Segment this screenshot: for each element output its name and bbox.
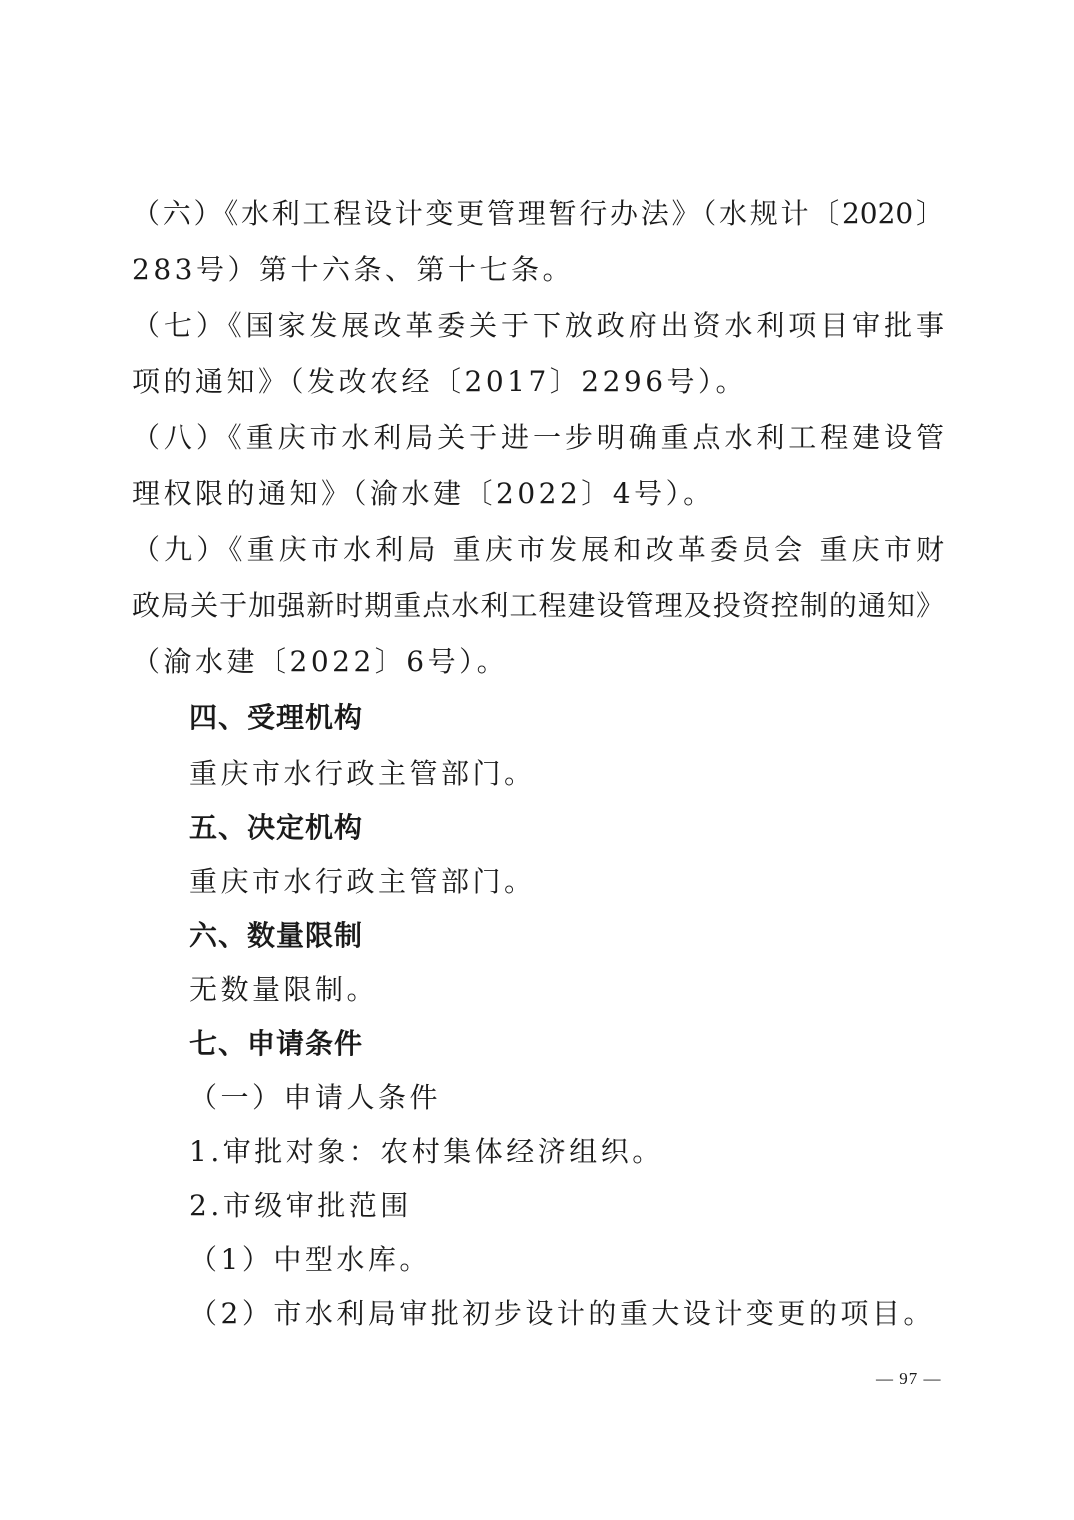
- approval-target-text: 1.审批对象：农村集体经济组织。: [189, 1135, 664, 1168]
- reference-item-9-line-3: （渝水建〔2022〕6号）。: [132, 645, 509, 678]
- reference-item-9-line-2: 政局关于加强新时期重点水利工程建设管理及投资控制的通知》: [132, 589, 944, 622]
- section-heading-accepting-agency: 四、受理机构: [189, 701, 364, 734]
- page-number: — 97 —: [876, 1369, 942, 1388]
- scope-item-1: （1）中型水库。: [189, 1243, 431, 1276]
- reference-item-9-line-1: （九）《重庆市水利局 重庆市发展和改革委员会 重庆市财: [132, 533, 944, 566]
- section-heading-application-conditions: 七、申请条件: [189, 1027, 364, 1060]
- reference-item-8-line-2: 理权限的通知》（渝水建〔2022〕4号）。: [132, 477, 715, 510]
- scope-item-2: （2）市水利局审批初步设计的重大设计变更的项目。: [189, 1297, 935, 1330]
- reference-item-6-line-2: 283号）第十六条、第十七条。: [132, 253, 574, 286]
- applicant-conditions-subheading: （一）申请人条件: [189, 1081, 442, 1114]
- deciding-agency-text: 重庆市水行政主管部门。: [189, 865, 536, 898]
- section-heading-quantity-limit: 六、数量限制: [189, 919, 364, 952]
- accepting-agency-text: 重庆市水行政主管部门。: [189, 757, 536, 790]
- quantity-limit-text: 无数量限制。: [189, 973, 379, 1006]
- reference-item-7-line-1: （七）《国家发展改革委关于下放政府出资水利项目审批事: [132, 309, 944, 342]
- municipal-approval-scope-text: 2.市级审批范围: [189, 1189, 412, 1222]
- reference-item-8-line-1: （八）《重庆市水利局关于进一步明确重点水利工程建设管: [132, 421, 944, 454]
- reference-item-7-line-2: 项的通知》（发改农经〔2017〕2296号）。: [132, 365, 748, 398]
- reference-item-6-line-1: （六）《水利工程设计变更管理暂行办法》（水规计〔2020〕: [132, 197, 944, 230]
- section-heading-deciding-agency: 五、决定机构: [189, 811, 364, 844]
